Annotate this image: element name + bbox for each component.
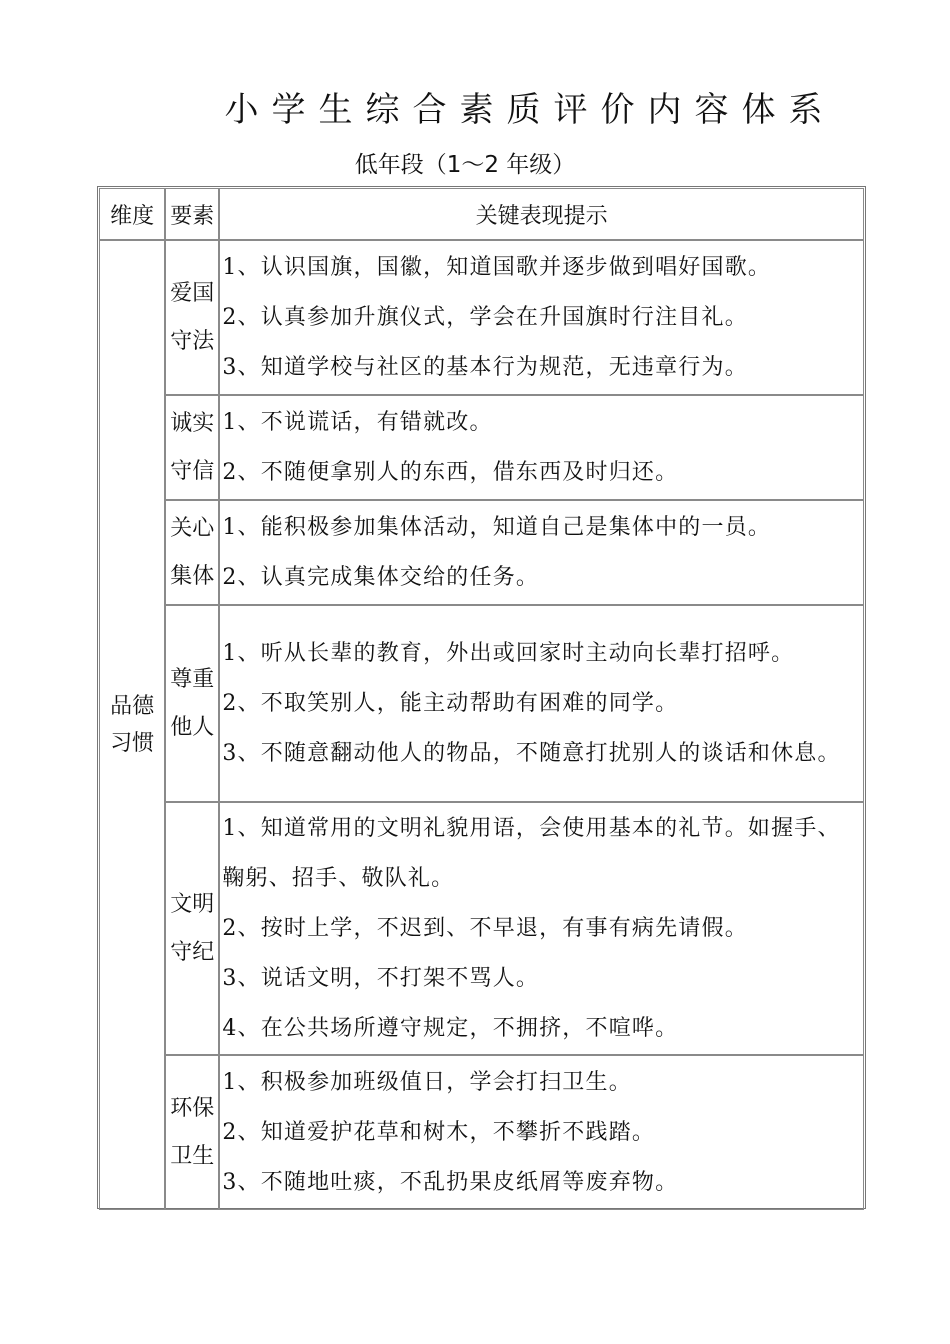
- hint-item: 3、知道学校与社区的基本行为规范，无违章行为。: [222, 354, 748, 380]
- dimension-label: 品德习惯: [110, 694, 155, 756]
- page-title: 小学生综合素质评价内容体系: [224, 90, 836, 130]
- hint-item: 1、听从长辈的教育，外出或回家时主动向长辈打招呼。: [222, 640, 795, 666]
- hints-cell: [219, 802, 864, 1055]
- table-row: [99, 1055, 864, 1210]
- element-label: 环保卫生: [170, 1095, 215, 1169]
- hint-item: 3、不随意翻动他人的物品，不随意打扰别人的谈话和休息。: [222, 740, 841, 766]
- table-header-row: [99, 188, 864, 240]
- element-cell: [165, 240, 219, 395]
- evaluation-table: [99, 188, 864, 1210]
- header-hints: 关键表现提示: [219, 188, 864, 240]
- table-row: [99, 395, 864, 500]
- hint-item: 1、能积极参加集体活动，知道自己是集体中的一员。: [222, 514, 772, 540]
- element-label: 文明守纪: [170, 891, 215, 965]
- hint-item: 2、认真参加升旗仪式，学会在升国旗时行注目礼。: [222, 304, 748, 330]
- element-cell: [165, 395, 219, 500]
- element-cell: [165, 500, 219, 605]
- page-subtitle: 低年段（1～2 年级）: [354, 152, 576, 178]
- table-row: [99, 500, 864, 605]
- hints-cell: [219, 1055, 864, 1210]
- hint-item: 2、知道爱护花草和树木，不攀折不践踏。: [222, 1119, 656, 1145]
- hints-cell: [219, 500, 864, 605]
- hints-cell: [219, 240, 864, 395]
- table-row: [99, 802, 864, 1055]
- hint-item: 1、积极参加班级值日，学会打扫卫生。: [222, 1069, 632, 1095]
- table-row: [99, 240, 864, 395]
- element-label: 关心集体: [170, 515, 215, 589]
- element-cell: [165, 1055, 219, 1210]
- dimension-cell: [99, 240, 165, 1210]
- header-element: 要素: [165, 188, 219, 240]
- hint-item: 3、说话文明，不打架不骂人。: [222, 965, 540, 991]
- hint-item: 1、认识国旗，国徽，知道国歌并逐步做到唱好国歌。: [222, 254, 772, 280]
- element-label: 尊重他人: [170, 666, 215, 740]
- element-label: 诚实守信: [170, 410, 215, 484]
- header-dimension: 维度: [99, 188, 165, 240]
- table-row: [99, 605, 864, 802]
- hints-cell: [219, 395, 864, 500]
- hint-item: 4、在公共场所遵守规定，不拥挤，不喧哗。: [222, 1015, 679, 1041]
- element-cell: [165, 802, 219, 1055]
- element-label: 爱国守法: [170, 280, 215, 354]
- hint-item: 2、不取笑别人，能主动帮助有困难的同学。: [222, 690, 679, 716]
- hint-item: 2、按时上学，不迟到、不早退，有事有病先请假。: [222, 915, 748, 941]
- hint-item: 2、认真完成集体交给的任务。: [222, 564, 540, 590]
- hints-cell: [219, 605, 864, 802]
- hint-item: 1、不说谎话，有错就改。: [222, 409, 493, 435]
- element-cell: [165, 605, 219, 802]
- hint-item: 1、知道常用的文明礼貌用语，会使用基本的礼节。如握手、鞠躬、招手、敬队礼。: [222, 815, 841, 891]
- hint-item: 2、不随便拿别人的东西，借东西及时归还。: [222, 459, 679, 485]
- hint-item: 3、不随地吐痰，不乱扔果皮纸屑等废弃物。: [222, 1169, 679, 1195]
